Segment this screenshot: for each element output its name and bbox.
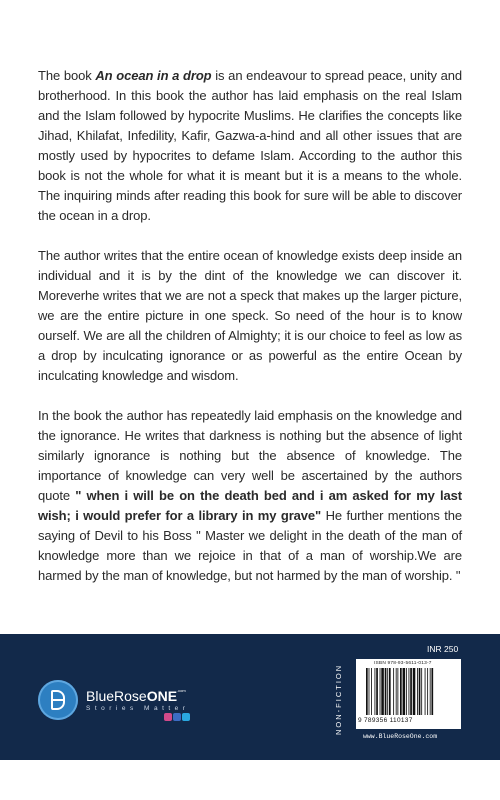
isbn-number: ISBN 978-93-5611-013-7 — [374, 661, 432, 666]
social-icons — [163, 713, 190, 723]
barcode-digits: 9 789356 110137 — [358, 717, 413, 724]
price-label: INR 250 — [427, 644, 459, 654]
blurb-text: In the book the author has repeatedly laid emphasis on the knowledge and the ignorance. He writes that darkness is nothing but the absence of light similarly ignorance is nothing but the absence of knowledge. The importance of knowledge can very well be ascertained by the authors quote — [38, 408, 462, 503]
twitter-icon — [182, 713, 190, 721]
facebook-icon — [173, 713, 181, 721]
bluerose-logo-icon — [38, 680, 78, 720]
blurb-paragraph-1 — [38, 66, 462, 226]
book-title: An ocean in a drop — [95, 68, 212, 83]
brand-part2: ONE — [146, 688, 178, 704]
publisher-name — [86, 688, 186, 704]
isbn-barcode — [356, 659, 461, 729]
author-quote: " when i will be on the death bed and i am asked for my last wish; i would prefer for a library in my grave" — [38, 488, 463, 523]
brand-part1: BlueRose — [86, 688, 147, 704]
barcode-bars — [366, 668, 454, 715]
blurb-paragraph-2: The author writes that the entire ocean of knowledge exists deep inside an individual and it is by the dint of the knowledge we can discover it. Moreverhe writes that we are not a speck that makes up the larger picture, we are the entire picture in one speck. So need of the hour is to know ourself. We are all the children of Almighty; it is our choice to feel as low as a drop by inculcating ignorance or as powerful as the entire Ocean by inculcating knowledge and wisdom. — [38, 248, 462, 383]
publisher-website: www.BlueRoseOne.com — [363, 733, 438, 740]
bottom-margin — [0, 760, 500, 800]
brand-domain: .com — [177, 688, 186, 693]
blurb-text: is an endeavour to spread peace, unity and brotherhood. In this book the author has laid emphasis on the real Islam and the Islam followed by hypocrite Muslims. He clarifies the concepts like Jihad, Khilafat, Infedility, Kafir, Gazwa-a-hind and all other issues that are mostly used by hypocrites to defame Islam. According to the author this book is not the whole for what it is meant but it is a means to the whole. The inquiring minds after reading this book for sure will be able to discover the ocean in a drop. — [38, 68, 463, 223]
blurb-paragraph-3 — [38, 406, 462, 586]
blurb-text: The book — [38, 68, 96, 83]
blurb-text: He further mentions the saying of Devil to his Boss " Master we delight in the death of the man of knowledge more than we rejoice in that of a man of worship.We are harmed by the man of knowledge, but not harmed by the man of worship. " — [38, 508, 462, 583]
blurb — [38, 66, 462, 586]
genre-label: NON-FICTION — [334, 663, 343, 735]
publisher-tagline: Stories Matter — [86, 705, 190, 712]
instagram-icon — [164, 713, 172, 721]
